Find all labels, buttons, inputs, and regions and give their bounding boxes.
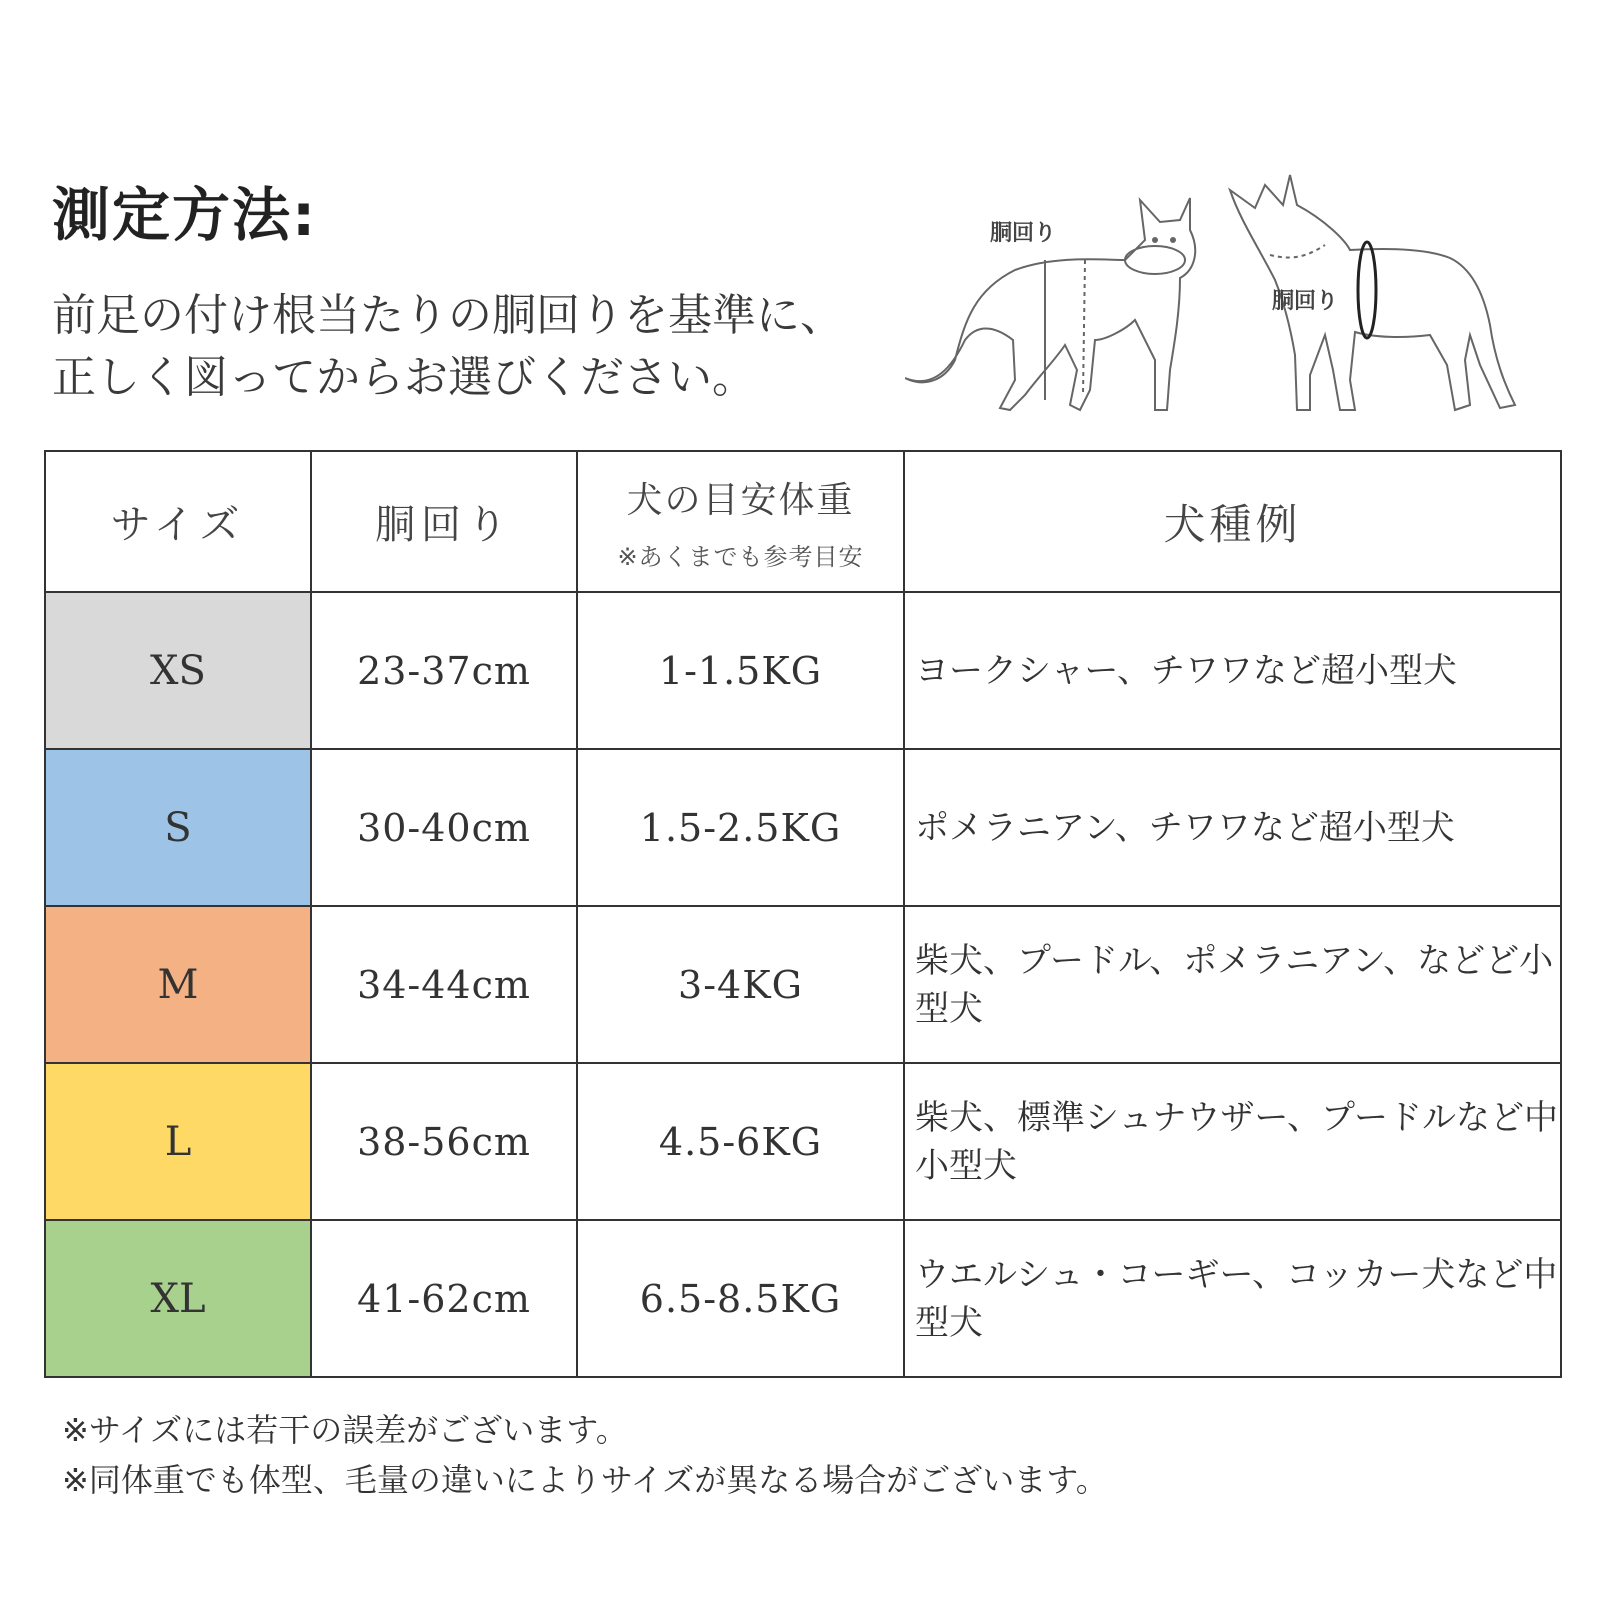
header-row: [45, 451, 1561, 592]
size-m: M: [45, 906, 311, 1063]
table-row: [45, 1063, 1561, 1220]
method-description: [52, 285, 844, 409]
method-line-1: 前足の付け根当たりの胴回りを基準に、: [52, 290, 844, 341]
table-row: [45, 749, 1561, 906]
size-xl: XL: [45, 1220, 311, 1377]
size-xs: XS: [45, 592, 311, 749]
table-row: [45, 906, 1561, 1063]
header-weight-note: ※あくまでも参考目安: [617, 542, 864, 571]
size-s: S: [45, 749, 311, 906]
girth-cell: 41-62cm: [311, 1220, 577, 1377]
footnotes: [62, 1405, 1108, 1505]
header-size: サイズ: [45, 451, 311, 592]
weight-cell: 1.5-2.5KG: [577, 749, 904, 906]
cat-girth-label: 胴回り: [990, 221, 1057, 246]
breed-cell: 柴犬、プードル、ポメラニアン、などど小型犬: [904, 906, 1561, 1063]
girth-cell: 30-40cm: [311, 749, 577, 906]
header-girth: 胴回り: [311, 451, 577, 592]
dog-girth-label: 胴回り: [1272, 289, 1339, 314]
girth-cell: 34-44cm: [311, 906, 577, 1063]
footnote-1: ※サイズには若干の誤差がございます。: [62, 1411, 628, 1449]
footnote-2: ※同体重でも体型、毛量の違いによりサイズが異なる場合がございます。: [62, 1461, 1108, 1499]
girth-cell: 23-37cm: [311, 592, 577, 749]
table-row: [45, 592, 1561, 749]
size-chart-table: [44, 450, 1562, 1378]
table-row: [45, 1220, 1561, 1377]
breed-cell: ヨークシャー、チワワなど超小型犬: [904, 592, 1561, 749]
header-weight: 犬の目安体重 ※あくまでも参考目安: [577, 451, 904, 592]
weight-cell: 4.5-6KG: [577, 1063, 904, 1220]
weight-cell: 1-1.5KG: [577, 592, 904, 749]
method-line-2: 正しく図ってからお選びください。: [52, 352, 756, 403]
weight-cell: 6.5-8.5KG: [577, 1220, 904, 1377]
measurement-illustration: [905, 160, 1555, 440]
breed-cell: ポメラニアン、チワワなど超小型犬: [904, 749, 1561, 906]
weight-cell: 3-4KG: [577, 906, 904, 1063]
girth-cell: 38-56cm: [311, 1063, 577, 1220]
size-l: L: [45, 1063, 311, 1220]
method-title: 測定方法:: [52, 181, 318, 249]
breed-cell: ウエルシュ・コーギー、コッカー犬など中型犬: [904, 1220, 1561, 1377]
header-breed: 犬種例: [904, 451, 1561, 592]
breed-cell: 柴犬、標準シュナウザー、プードルなど中小型犬: [904, 1063, 1561, 1220]
